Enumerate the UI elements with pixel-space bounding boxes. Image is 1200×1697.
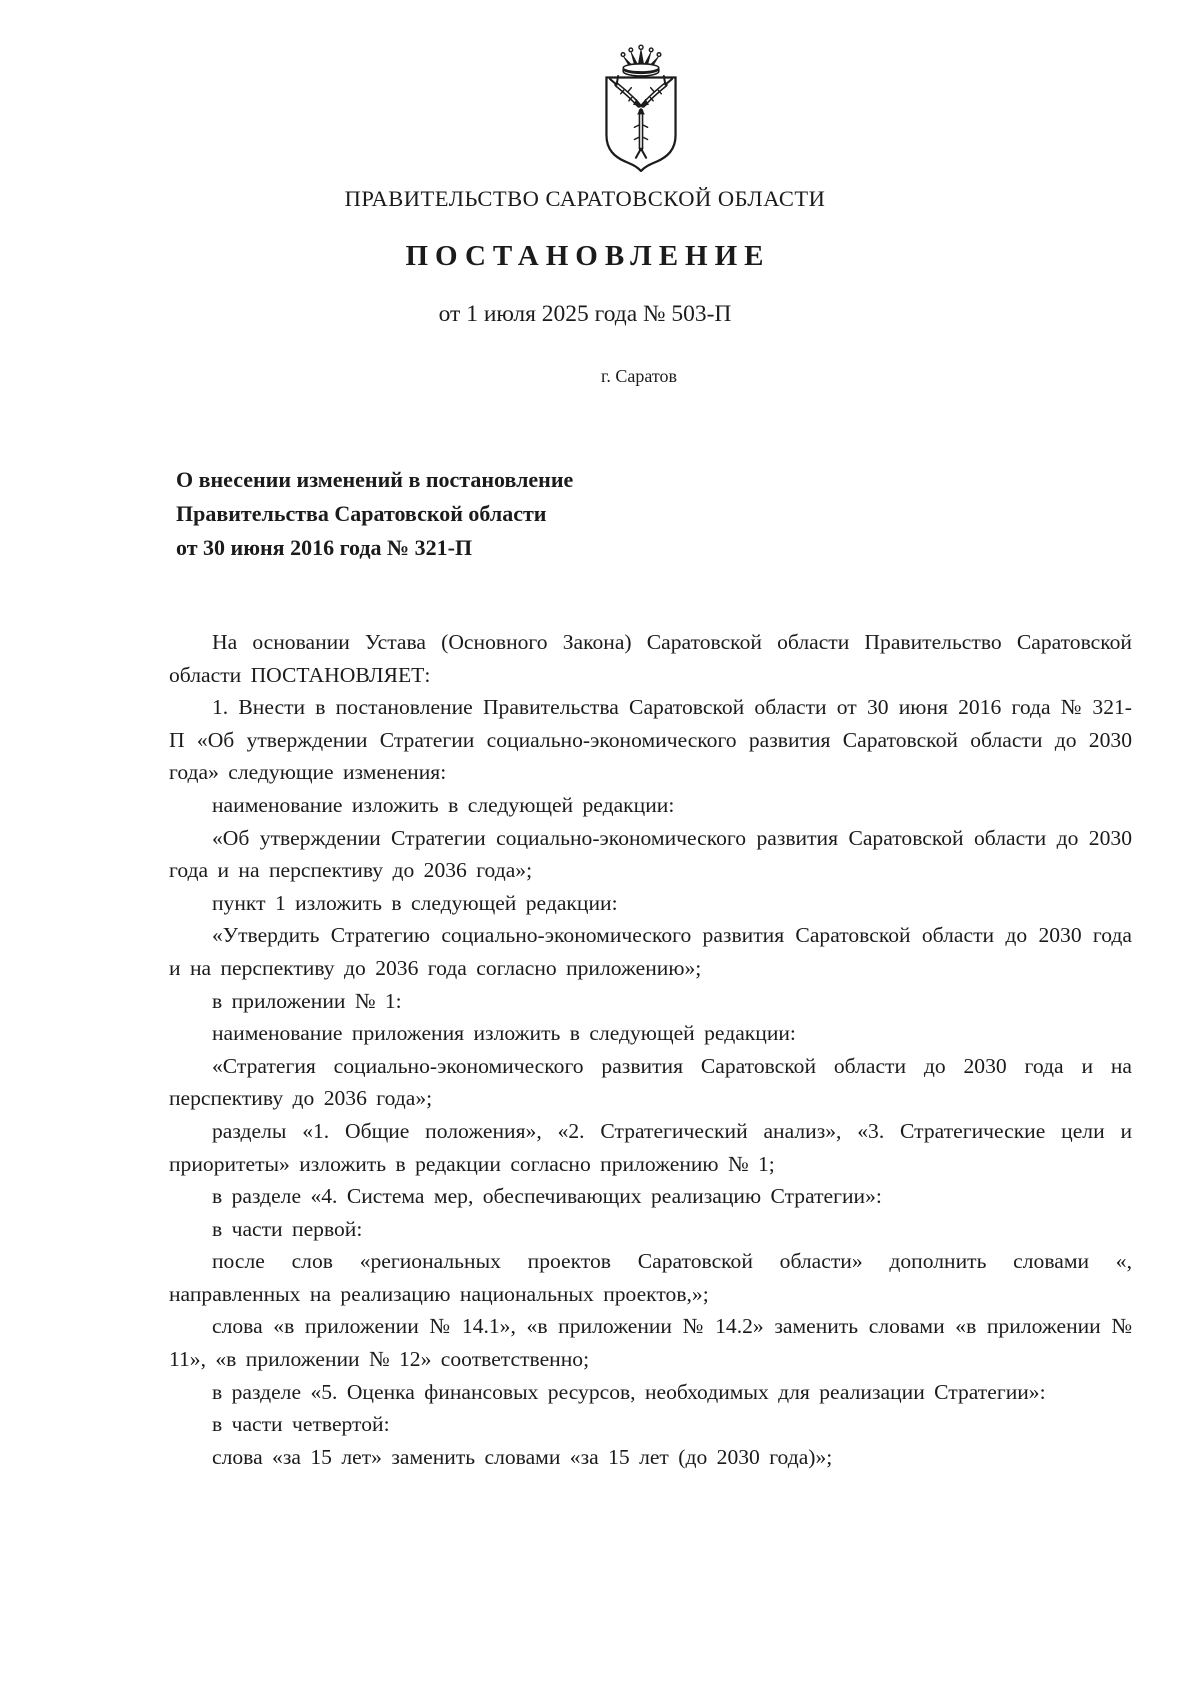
org-name: ПРАВИТЕЛЬСТВО САРАТОВСКОЙ ОБЛАСТИ [344,186,826,211]
body-paragraph: наименование изложить в следующей редакции: [212,792,675,817]
body-paragraph: разделы «1. Общие положения», «2. Стратегический анализ», «3. Стратегические цели и приоритеты» изложить в редакции согласно приложению № 1; [169,1118,1132,1176]
doc-place: г. Саратов [601,366,677,386]
doc-title [176,463,573,565]
doc-body [169,626,1132,1473]
doc-date-number: от 1 июля 2025 года № 503-П [438,301,732,327]
body-paragraph: в части четвертой: [212,1412,390,1437]
body-paragraph: На основании Устава (Основного Закона) Саратовской области Правительство Саратовской области ПОСТАНОВЛЯЕТ: [169,630,1132,687]
doc-title-line: О внесении изменений в постановление [176,467,574,492]
saratov-coat-of-arms-icon [604,44,678,172]
doc-type-heading: ПОСТАНОВЛЕНИЕ [405,240,771,272]
body-paragraph: наименование приложения изложить в следующей редакции: [212,1021,796,1046]
body-paragraph: в разделе «4. Система мер, обеспечивающих реализацию Стратегии»: [212,1184,882,1209]
body-paragraph: 1. Внести в постановление Правительства Саратовской области от 30 июня 2016 года № 321-П «Об утверждении Стратегии социально-экономического развития Саратовской области до 2030 года» следующие изменения: [169,695,1132,785]
body-paragraph: слова «в приложении № 14.1», «в приложении № 14.2» заменить словами «в приложении № 11», «в приложении № 12» соответственно; [169,1314,1132,1372]
body-paragraph: в части первой: [212,1216,363,1241]
body-paragraph: «Об утверждении Стратегии социально-экономического развития Саратовской области до 2030 года и на перспективу до 2036 года»; [169,825,1132,883]
body-paragraph: после слов «региональных проектов Саратовской области» дополнить словами «, направленных на реализацию национальных проектов,»; [169,1249,1132,1306]
body-paragraph: «Стратегия социально-экономического развития Саратовской области до 2030 года и на перспективу до 2036 года»; [169,1053,1132,1111]
doc-title-line: Правительства Саратовской области [176,501,547,526]
body-paragraph: пункт 1 изложить в следующей редакции: [212,890,618,915]
body-paragraph: в приложении № 1: [212,988,402,1013]
body-paragraph: слова «за 15 лет» заменить словами «за 15 лет (до 2030 года)»; [212,1444,833,1469]
body-paragraph: в разделе «5. Оценка финансовых ресурсов, необходимых для реализации Стратегии»: [212,1379,1046,1404]
doc-title-line: от 30 июня 2016 года № 321-П [176,535,473,560]
body-paragraph: «Утвердить Стратегию социально-экономического развития Саратовской области до 2030 года и на перспективу до 2036 года согласно приложению»; [169,923,1132,980]
